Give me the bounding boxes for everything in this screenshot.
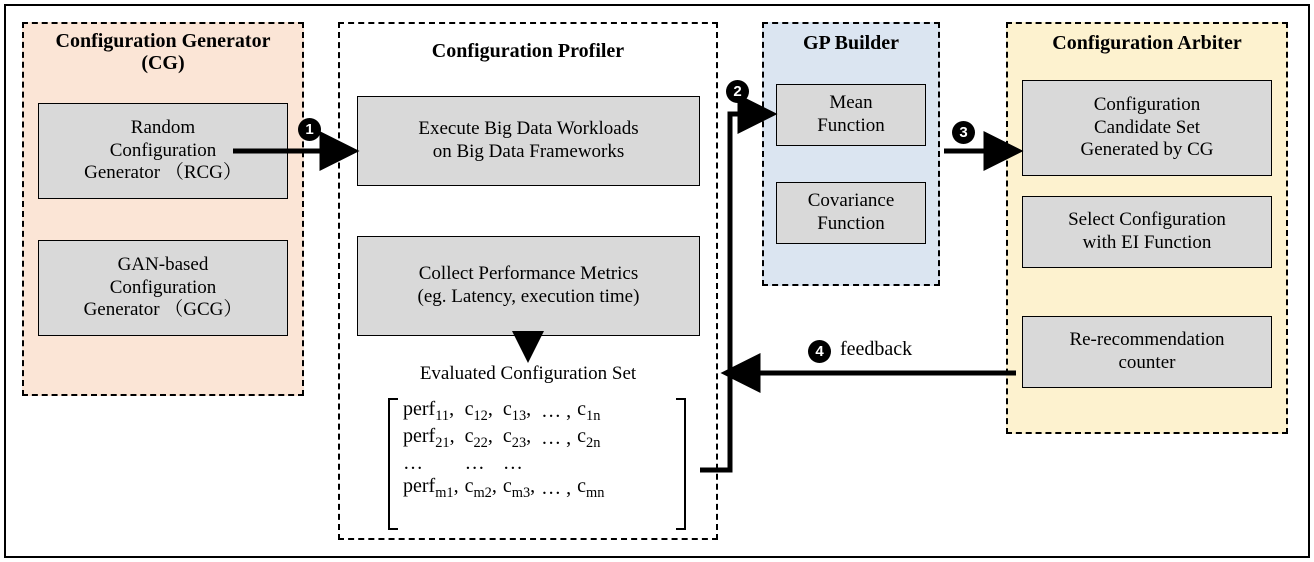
badge-4: 4 [808,340,831,363]
rcg-line2: Configuration [109,139,217,161]
node-covariance-function[interactable] [776,182,926,244]
matrix-cell: $c_{m2}$, [464,475,497,501]
gp-panel-title: GP Builder [802,32,900,54]
matrix-cell: $c_{12}$, [464,398,493,424]
profiler-panel-title: Configuration Profiler [431,40,625,62]
matrix-cell: $c_{mn}$ [577,475,605,501]
badge-2: 2 [726,80,749,103]
collect-line1: Collect Performance Metrics [418,263,639,285]
matrix-row [400,452,607,475]
cg-panel-border [22,22,304,396]
matrix-cell [574,452,607,475]
matrix-cell: $c_{2n}$ [577,425,601,451]
mean-line1: Mean [829,92,873,114]
rcg-line3: Generator （RCG） [84,162,242,184]
matrix-row [400,425,607,452]
select-line1: Select Configuration [1068,209,1226,231]
matrix-cell: … [464,452,485,474]
mean-line2: Function [817,115,885,136]
matrix-cell [538,452,574,475]
arbiter-panel-title: Configuration Arbiter [1052,32,1242,54]
matrix-cell: perf$_{21}$, [403,425,455,451]
collect-line2: (eg. Latency, execution time) [417,286,640,307]
badge-1: 1 [298,118,321,141]
candidate-line1: Configuration [1093,93,1201,115]
matrix-cell: … , [541,400,572,422]
matrix-cell: … , [541,427,572,449]
evaluated-configuration-matrix [400,398,680,502]
matrix-cell: … , [541,477,572,499]
matrix-cell: $c_{22}$, [464,425,493,451]
execute-line1: Execute Big Data Workloads [418,118,639,140]
gp-panel-border [762,22,940,286]
matrix-cell: perf$_{m1}$, [403,475,459,501]
matrix-row [400,475,607,502]
gcg-line1: GAN-based [117,253,209,275]
node-gan-based-configuration-generator[interactable] [38,240,288,336]
evaluated-configuration-set-label: Evaluated Configuration Set [419,363,637,384]
node-random-configuration-generator[interactable] [38,103,288,199]
matrix-cell: $c_{13}$, [502,398,532,424]
feedback-label: feedback [840,338,913,360]
matrix-cell: $c_{m3}$, [502,475,536,501]
node-select-configuration-ei[interactable] [1022,196,1272,268]
execute-line2: on Big Data Frameworks [432,141,625,162]
matrix-left-bracket [388,398,398,530]
cov-line1: Covariance [807,190,895,212]
node-mean-function[interactable] [776,84,926,146]
candidate-line3: Generated by CG [1080,139,1214,161]
gcg-line3: Generator （GCG） [83,299,243,321]
matrix-cell: perf$_{11}$, [403,398,455,424]
rcg-line1: Random [130,116,196,138]
matrix-cell: … [502,452,523,474]
select-line2: with EI Function [1082,232,1212,253]
node-collect-performance-metrics[interactable] [357,236,700,336]
candidate-line2: Candidate Set [1093,116,1201,138]
node-re-recommendation-counter[interactable] [1022,316,1272,388]
cg-panel-title-line2: (CG) [141,52,185,74]
recounter-line1: Re-recommendation [1069,329,1225,351]
gcg-line2: Configuration [109,276,217,298]
matrix-row [400,398,607,425]
cov-line2: Function [817,213,885,234]
recounter-line2: counter [1118,352,1176,373]
badge-3: 3 [952,121,975,144]
matrix-cell: … [403,452,423,474]
matrix-cell: $c_{1n}$ [577,398,601,424]
matrix-cell: $c_{23}$, [502,425,532,451]
node-configuration-candidate-set[interactable] [1022,80,1272,176]
cg-panel-title-line1: Configuration Generator [55,30,271,52]
node-execute-big-data-workloads[interactable] [357,96,700,186]
